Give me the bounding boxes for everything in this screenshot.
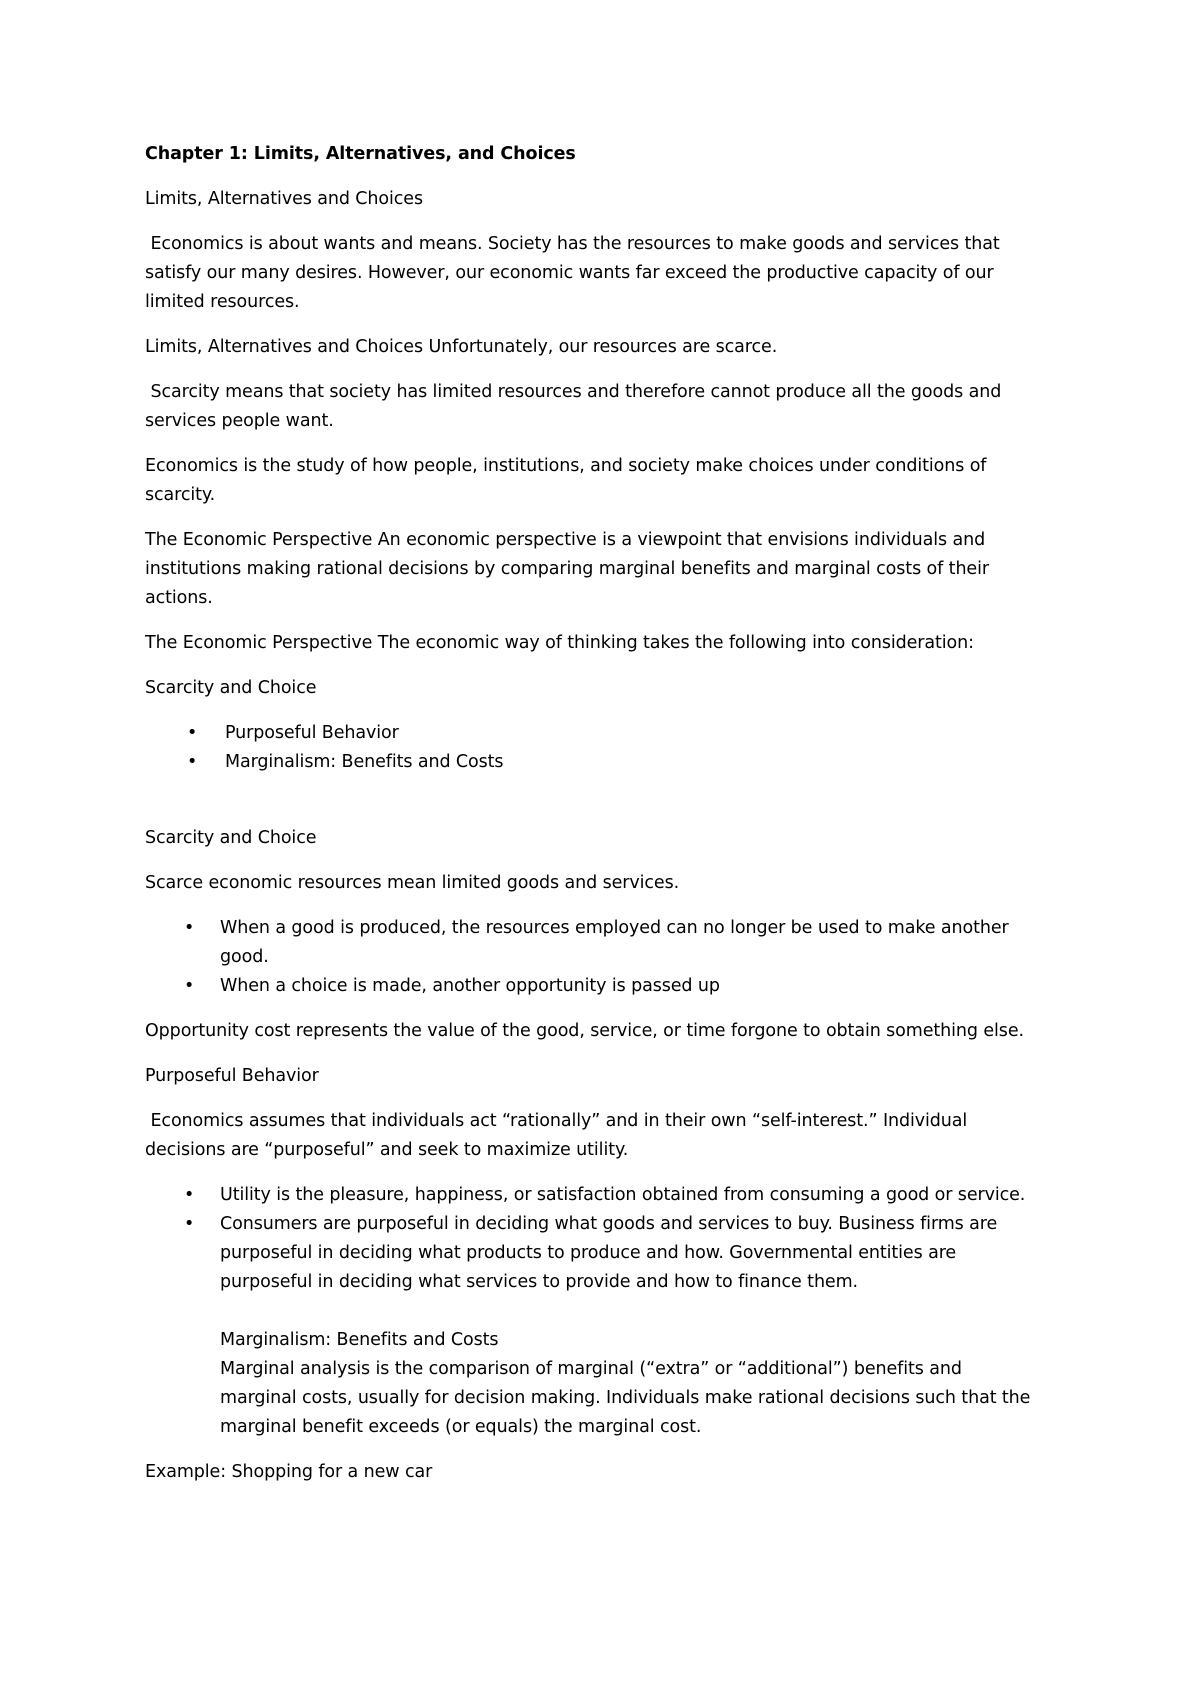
paragraph-line: actions. xyxy=(145,588,213,608)
bullet-icon: • xyxy=(187,723,198,743)
paragraph: Example: Shopping for a new car xyxy=(145,1462,433,1482)
list-item-line: When a good is produced, the resources employed can no longer be used to make another xyxy=(220,918,1009,938)
paragraph xyxy=(145,230,1075,317)
paragraph-line: Scarcity means that society has limited resources and therefore cannot produce all the goods and xyxy=(145,382,1002,402)
list-item xyxy=(145,972,1075,1001)
list-item-line: Utility is the pleasure, happiness, or satisfaction obtained from consuming a good or service. xyxy=(220,1185,1026,1205)
paragraph-line: institutions making rational decisions by comparing marginal benefits and marginal costs of their xyxy=(145,559,989,579)
list-item xyxy=(145,1181,1075,1210)
list-item xyxy=(145,914,1075,972)
bullet-list xyxy=(145,719,1075,777)
list-item xyxy=(145,719,1075,748)
paragraph: Scarcity and Choice xyxy=(145,678,317,698)
bullet-icon: • xyxy=(184,1185,195,1205)
chapter-title: Chapter 1: Limits, Alternatives, and Choices xyxy=(145,144,576,164)
paragraph: Limits, Alternatives and Choices xyxy=(145,189,423,209)
list-item-text: Purposeful Behavior xyxy=(225,723,399,743)
paragraph-line: satisfy our many desires. However, our economic wants far exceed the productive capacity of our xyxy=(145,263,994,283)
document-page xyxy=(145,140,1075,1503)
bullet-icon: • xyxy=(184,976,195,996)
list-item xyxy=(145,1210,1075,1297)
section-heading: Marginalism: Benefits and Costs xyxy=(220,1330,499,1350)
paragraph-line: Economics is about wants and means. Society has the resources to make goods and services that xyxy=(145,234,1000,254)
list-item xyxy=(145,748,1075,777)
bullet-icon: • xyxy=(187,752,198,772)
paragraph: Limits, Alternatives and Choices Unfortunately, our resources are scarce. xyxy=(145,337,778,357)
paragraph xyxy=(145,452,1075,510)
list-item-line: When a choice is made, another opportunity is passed up xyxy=(220,976,720,996)
bullet-icon: • xyxy=(184,1214,195,1234)
blank-line xyxy=(145,1297,1075,1326)
paragraph-line: Economics is the study of how people, institutions, and society make choices under conditions of xyxy=(145,456,987,476)
paragraph-line: marginal costs, usually for decision making. Individuals make rational decisions such that the xyxy=(220,1388,1031,1408)
paragraph-line: marginal benefit exceeds (or equals) the marginal cost. xyxy=(220,1417,702,1437)
paragraph: Scarcity and Choice xyxy=(145,828,317,848)
paragraph-line: Economics assumes that individuals act “rationally” and in their own “self-interest.” Individual xyxy=(145,1111,968,1131)
marginalism-block xyxy=(145,1326,1075,1442)
paragraph: Scarce economic resources mean limited goods and services. xyxy=(145,873,680,893)
paragraph-line: scarcity. xyxy=(145,485,216,505)
list-item-text: Marginalism: Benefits and Costs xyxy=(225,752,504,772)
list-item-line: purposeful in deciding what products to produce and how. Governmental entities are xyxy=(220,1243,957,1263)
blank-line xyxy=(145,793,1075,824)
list-item-line: Consumers are purposeful in deciding what goods and services to buy. Business firms are xyxy=(220,1214,998,1234)
paragraph: Purposeful Behavior xyxy=(145,1066,319,1086)
paragraph-line: The Economic Perspective An economic perspective is a viewpoint that envisions individuals and xyxy=(145,530,986,550)
bullet-icon: • xyxy=(184,918,195,938)
paragraph-line: decisions are “purposeful” and seek to maximize utility. xyxy=(145,1140,629,1160)
list-item-line: purposeful in deciding what services to provide and how to finance them. xyxy=(220,1272,859,1292)
paragraph-line: Marginal analysis is the comparison of marginal (“extra” or “additional”) benefits and xyxy=(220,1359,962,1379)
bullet-list xyxy=(145,1181,1075,1297)
list-item-line: good. xyxy=(220,947,269,967)
paragraph-line: limited resources. xyxy=(145,292,300,312)
paragraph xyxy=(145,1107,1075,1165)
paragraph: Opportunity cost represents the value of the good, service, or time forgone to obtain something else. xyxy=(145,1021,1024,1041)
paragraph xyxy=(145,526,1075,613)
paragraph xyxy=(145,378,1075,436)
paragraph: The Economic Perspective The economic way of thinking takes the following into consideration: xyxy=(145,633,974,653)
paragraph-line: services people want. xyxy=(145,411,334,431)
bullet-list xyxy=(145,914,1075,1001)
